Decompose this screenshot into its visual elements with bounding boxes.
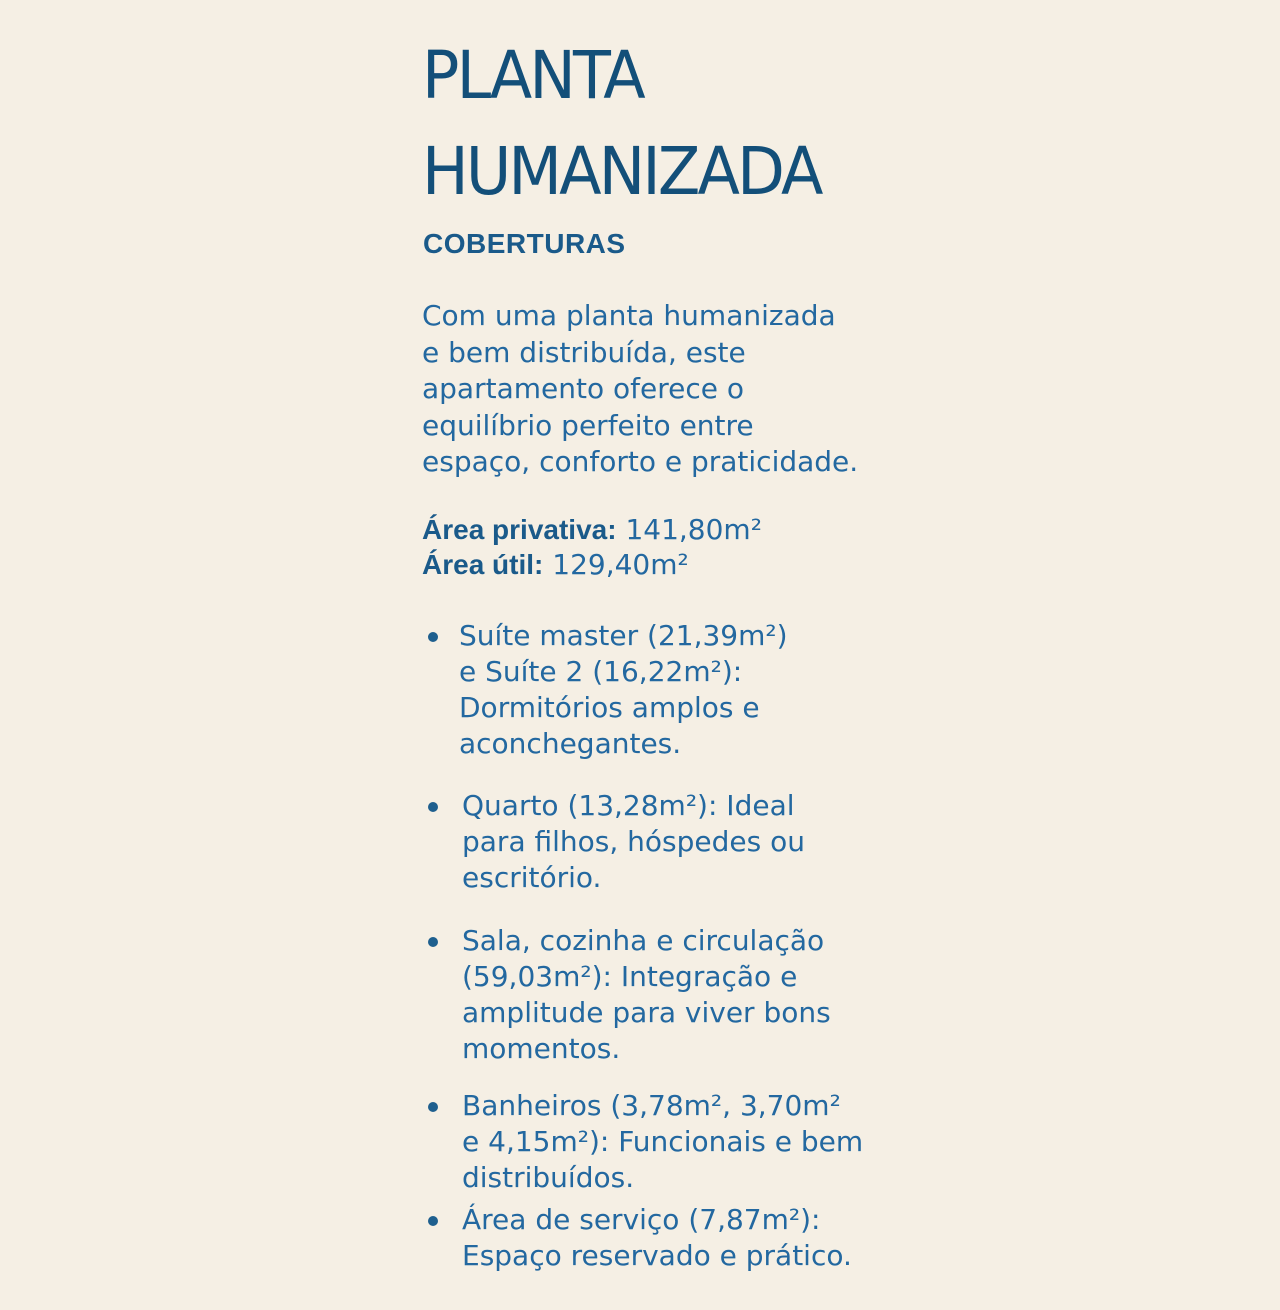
list-item-text: Quarto (13,28m²): Ideal para filhos, hóspedes ou escritório.	[462, 789, 806, 894]
list-item-text: Banheiros (3,78m², 3,70m² e 4,15m²): Funcionais e bem distribuídos.	[462, 1089, 864, 1194]
list-item-quarto	[422, 788, 892, 896]
bullet-icon	[428, 632, 438, 642]
bullet-icon	[428, 1102, 438, 1112]
bullet-icon	[428, 802, 438, 812]
area-privativa-label: Área privativa:	[422, 514, 617, 545]
area-util-value: 129,40m²	[543, 548, 689, 581]
area-privativa-row	[422, 512, 762, 547]
area-summary	[422, 512, 762, 582]
title-line-1: PLANTA	[422, 37, 643, 114]
area-privativa-value: 141,80m²	[616, 513, 762, 546]
intro-paragraph: Com uma planta humanizada e bem distribuída, este apartamento oferece o equilíbrio perfeito entre espaço, conforto e praticidade.	[422, 299, 859, 478]
list-item-text: Área de serviço (7,87m²): Espaço reservado e prático.	[462, 1203, 852, 1272]
area-util-row	[422, 547, 762, 582]
title-line-2: HUMANIZADA	[422, 133, 821, 210]
bullet-icon	[428, 1216, 438, 1226]
list-item-servico	[422, 1202, 892, 1310]
section-subtitle: COBERTURAS	[423, 228, 626, 259]
list-item-banheiros	[422, 1088, 892, 1196]
list-item-text: Sala, cozinha e circulação (59,03m²): Integração e amplitude para viver bons momentos.	[462, 924, 831, 1065]
area-util-label: Área útil:	[422, 549, 544, 580]
list-item-text: Suíte master (21,39m²) e Suíte 2 (16,22m²): Dormitórios amplos e aconchegantes.	[459, 619, 788, 760]
list-item-sala	[422, 923, 892, 1065]
document-page	[422, 0, 902, 1280]
bullet-icon	[428, 937, 438, 947]
list-item-suites	[422, 618, 892, 760]
page-title	[422, 28, 821, 220]
